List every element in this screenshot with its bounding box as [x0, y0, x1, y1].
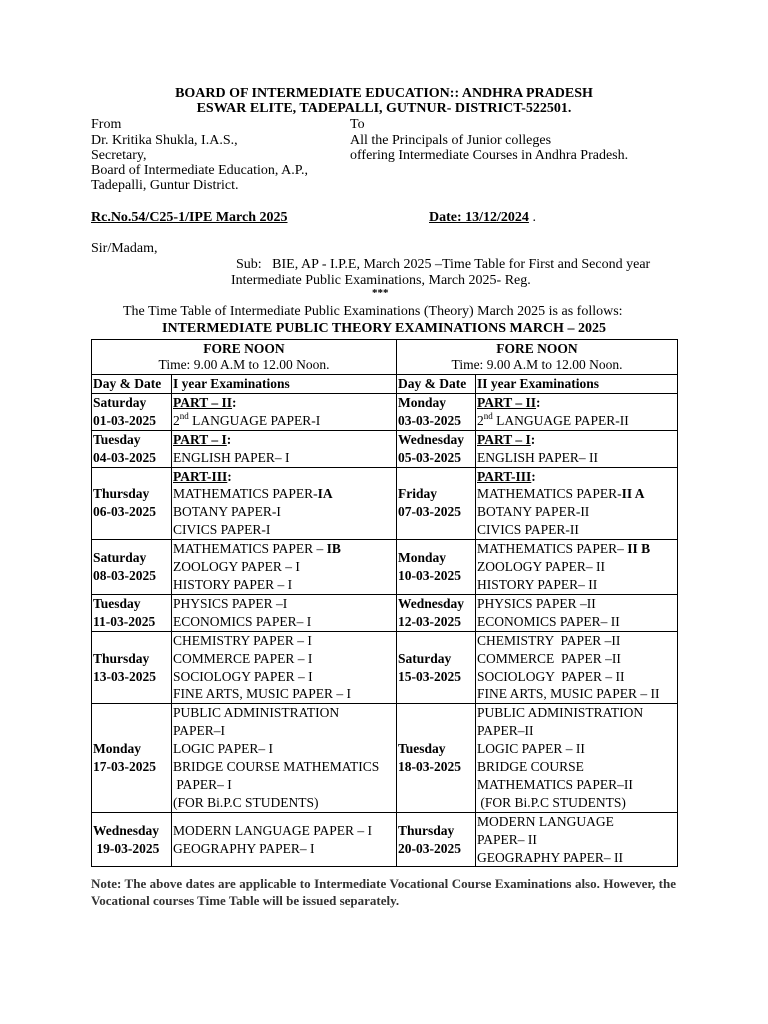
board-name: BOARD OF INTERMEDIATE EDUCATION:: ANDHRA PRADESH: [175, 86, 593, 101]
second-year-exam-cell: PART – I: ENGLISH PAPER– II: [476, 430, 678, 467]
table-row: [92, 540, 678, 595]
from-line: Board of Intermediate Education, A.P.,: [91, 163, 308, 178]
session-time: Time: 9.00 A.M to 12.00 Noon.: [158, 357, 330, 372]
table-row: [92, 631, 678, 704]
col-day-date: Day & Date: [397, 375, 476, 394]
table-row: [92, 467, 678, 540]
letter-date-suffix: .: [532, 210, 536, 225]
session-time: Time: 9.00 A.M to 12.00 Noon.: [451, 357, 623, 372]
from-label: From: [91, 117, 122, 132]
session-label: FORE NOON: [203, 341, 285, 356]
day-date-cell: Thursday 13-03-2025: [92, 631, 172, 704]
first-year-exam-cell: MODERN LANGUAGE PAPER – I GEOGRAPHY PAPER– I: [172, 812, 397, 867]
first-year-exam-cell: PHYSICS PAPER –I ECONOMICS PAPER– I: [172, 594, 397, 631]
day-date-cell: Monday 03-03-2025: [397, 393, 476, 430]
first-year-exam-cell: PUBLIC ADMINISTRATION PAPER–I LOGIC PAPER– I BRIDGE COURSE MATHEMATICS PAPER– I (FOR Bi.P.C STUDENTS): [172, 704, 397, 812]
first-year-exam-cell: MATHEMATICS PAPER – IB ZOOLOGY PAPER – I HISTORY PAPER – I: [172, 540, 397, 595]
table-title: INTERMEDIATE PUBLIC THEORY EXAMINATIONS MARCH – 2025: [162, 321, 606, 336]
second-year-exam-cell: MATHEMATICS PAPER– II B ZOOLOGY PAPER– II HISTORY PAPER– II: [476, 540, 678, 595]
table-row: [92, 430, 678, 467]
salutation: Sir/Madam,: [91, 241, 158, 256]
session-label: FORE NOON: [496, 341, 578, 356]
day-date-cell: Wednesday 05-03-2025: [397, 430, 476, 467]
day-date-cell: Monday 17-03-2025: [92, 704, 172, 812]
second-year-exam-cell: MODERN LANGUAGE PAPER– II GEOGRAPHY PAPER– II: [476, 812, 678, 867]
first-year-exam-cell: CHEMISTRY PAPER – I COMMERCE PAPER – I SOCIOLOGY PAPER – I FINE ARTS, MUSIC PAPER – I: [172, 631, 397, 704]
subject-line: Intermediate Public Examinations, March 2025- Reg.: [231, 273, 531, 288]
day-date-cell: Tuesday 18-03-2025: [397, 704, 476, 812]
table-row: [92, 393, 678, 430]
letter-date: Date: 13/12/2024: [429, 210, 529, 225]
col-first-year: I year Examinations: [172, 375, 397, 394]
day-date-cell: Saturday 01-03-2025: [92, 393, 172, 430]
from-line: Secretary,: [91, 148, 147, 163]
first-year-exam-cell: PART – II: 2nd LANGUAGE PAPER-I: [172, 393, 397, 430]
reference-number: Rc.No.54/C25-1/IPE March 2025: [91, 210, 288, 225]
from-line: Tadepalli, Guntur District.: [91, 178, 239, 193]
exam-timetable: [91, 339, 678, 867]
second-year-exam-cell: PUBLIC ADMINISTRATION PAPER–II LOGIC PAPER – II BRIDGE COURSE MATHEMATICS PAPER–II (FOR Bi.P.C STUDENTS): [476, 704, 678, 812]
separator-stars: ***: [372, 287, 389, 299]
subject-line: Sub: BIE, AP - I.P.E, March 2025 –Time Table for First and Second year: [236, 257, 651, 272]
second-year-exam-cell: PART-III: MATHEMATICS PAPER-II A BOTANY PAPER-II CIVICS PAPER-II: [476, 467, 678, 540]
session-header-second: [397, 340, 678, 375]
session-header-first: [92, 340, 397, 375]
session-header-row: [92, 340, 678, 375]
col-day-date: Day & Date: [92, 375, 172, 394]
day-date-cell: Wednesday 19-03-2025: [92, 812, 172, 867]
day-date-cell: Wednesday 12-03-2025: [397, 594, 476, 631]
day-date-cell: Thursday 06-03-2025: [92, 467, 172, 540]
second-year-exam-cell: PART – II: 2nd LANGUAGE PAPER-II: [476, 393, 678, 430]
day-date-cell: Monday 10-03-2025: [397, 540, 476, 595]
day-date-cell: Saturday 08-03-2025: [92, 540, 172, 595]
second-year-exam-cell: CHEMISTRY PAPER –II COMMERCE PAPER –II SOCIOLOGY PAPER – II FINE ARTS, MUSIC PAPER – II: [476, 631, 678, 704]
table-row: [92, 812, 678, 867]
second-year-exam-cell: PHYSICS PAPER –II ECONOMICS PAPER– II: [476, 594, 678, 631]
first-year-exam-cell: PART – I: ENGLISH PAPER– I: [172, 430, 397, 467]
board-address: ESWAR ELITE, TADEPALLI, GUTNUR- DISTRICT-522501.: [196, 101, 572, 116]
column-header-row: [92, 375, 678, 394]
note-text: Note: The above dates are applicable to Intermediate Vocational Course Examinations also. However, the Vocational courses Time Table will be issued separately.: [91, 876, 676, 908]
to-line: All the Principals of Junior colleges: [350, 133, 552, 148]
first-year-exam-cell: PART-III: MATHEMATICS PAPER-IA BOTANY PAPER-I CIVICS PAPER-I: [172, 467, 397, 540]
day-date-cell: Friday 07-03-2025: [397, 467, 476, 540]
letter-date-wrap: [429, 210, 536, 226]
day-date-cell: Tuesday 04-03-2025: [92, 430, 172, 467]
table-row: [92, 704, 678, 812]
from-line: Dr. Kritika Shukla, I.A.S.,: [91, 133, 238, 148]
to-line: offering Intermediate Courses in Andhra Pradesh.: [350, 148, 629, 163]
col-second-year: II year Examinations: [476, 375, 678, 394]
day-date-cell: Saturday 15-03-2025: [397, 631, 476, 704]
to-label: To: [350, 117, 365, 132]
day-date-cell: Thursday 20-03-2025: [397, 812, 476, 867]
intro-text: The Time Table of Intermediate Public Examinations (Theory) March 2025 is as follows:: [123, 304, 623, 319]
day-date-cell: Tuesday 11-03-2025: [92, 594, 172, 631]
table-row: [92, 594, 678, 631]
